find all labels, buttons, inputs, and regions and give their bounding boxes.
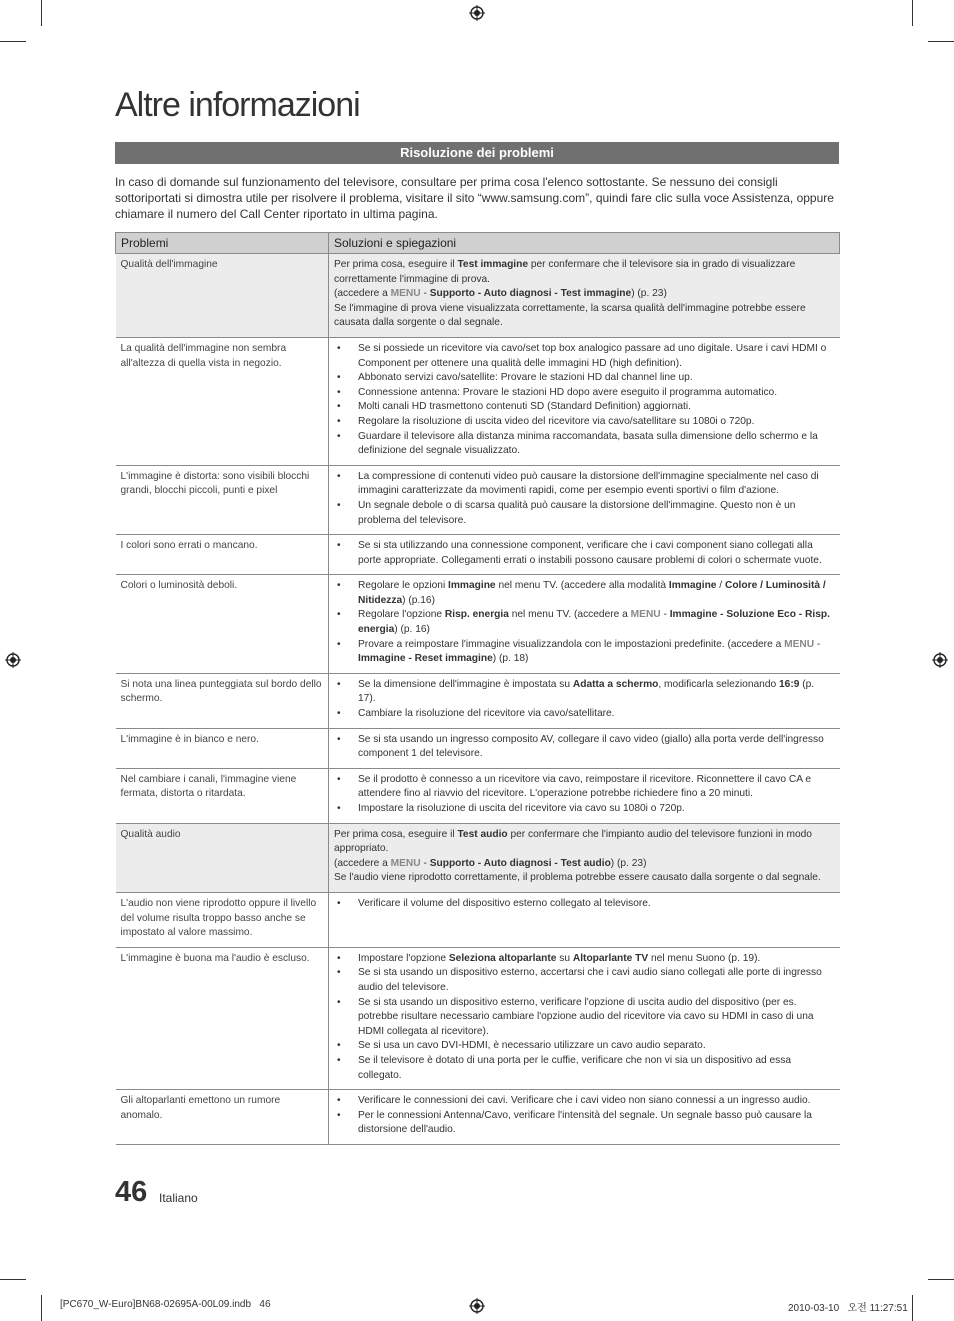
list-item — [358, 707, 834, 722]
table-header-row — [116, 233, 840, 254]
text-run: Se si sta usando un dispositivo esterno, accertarsi che i cavi audio siano collegati alle porte di ingresso audio del televisore. — [358, 967, 822, 993]
solution-list — [334, 579, 834, 667]
list-item — [358, 386, 834, 401]
text-run: Se si sta usando un dispositivo esterno, verificare l'opzione di uscita audio del dispositivo (per es. potrebbe risultare necessario cambiare l'opzione audio del ricevitore via cavo su HDMI in caso di una HDMI collegata al ricevitore). — [358, 996, 814, 1037]
list-item — [358, 802, 834, 817]
list-item — [358, 996, 834, 1040]
solution-line — [334, 302, 834, 331]
text-run: - — [420, 857, 430, 869]
bold-term: Supporto - Auto diagnosi - Test immagine — [429, 288, 632, 300]
table-row — [116, 254, 840, 338]
solution-list — [334, 773, 834, 817]
solution-cell — [329, 728, 840, 768]
list-item — [358, 897, 834, 912]
list-item — [358, 579, 834, 608]
text-run: Cambiare la risoluzione del ricevitore via cavo/satellitare. — [358, 708, 615, 720]
text-run: - — [660, 609, 670, 621]
problem-cell: L'immagine è buona ma l'audio è escluso. — [116, 947, 329, 1089]
table-row — [116, 892, 840, 947]
menu-keyword: MENU — [784, 638, 815, 650]
text-run: ) (p.16) — [402, 594, 435, 606]
text-run: La compressione di contenuti video può causare la distorsione dell'immagine specialmente nel caso di immagini caratterizzate da movimenti rapidi, come per esempio eventi sportivi o film d'azione. — [358, 470, 819, 497]
crop-mark — [41, 0, 42, 26]
solution-list — [334, 470, 834, 528]
bold-term: Supporto - Auto diagnosi - Test audio — [429, 857, 611, 869]
text-run: Se si sta usando un ingresso composito AV, collegare il cavo video (giallo) alla porta verde dell'ingresso component 1 del televisore. — [358, 733, 824, 760]
crop-mark — [0, 41, 26, 42]
text-run: Per le connessioni Antenna/Cavo, verificare l'intensità del segnale. Un segnale basso può causare la distorsione dell'audio. — [358, 1109, 812, 1136]
problem-cell: Si nota una linea punteggiata sul bordo dello schermo. — [116, 673, 329, 728]
text-run: Impostare la risoluzione di uscita del ricevitore via cavo su 1080i o 720p. — [358, 803, 685, 814]
problem-cell: La qualità dell'immagine non sembra all'altezza di quella vista in negozio. — [116, 337, 329, 465]
solution-cell — [329, 947, 840, 1089]
table-row — [116, 337, 840, 465]
text-run: / — [716, 580, 725, 592]
menu-keyword: MENU — [630, 609, 661, 621]
problem-cell: Qualità audio — [116, 823, 329, 892]
bold-term: Seleziona altoparlante — [448, 952, 557, 964]
problem-cell: Colori o luminosità deboli. — [116, 575, 329, 674]
solution-text — [334, 828, 834, 886]
table-row — [116, 823, 840, 892]
text-run: Se l'immagine di prova viene visualizzata correttamente, la scarsa qualità dell'immagine potrebbe essere causata dalla sorgente o dal segnale. — [334, 302, 806, 329]
list-item — [358, 733, 834, 762]
registration-mark-icon — [5, 652, 21, 668]
solution-list — [334, 342, 834, 459]
solution-cell — [329, 673, 840, 728]
text-run: (accedere a — [334, 288, 391, 300]
table-row — [116, 535, 840, 575]
solution-list — [334, 678, 834, 722]
crop-mark — [41, 1295, 42, 1321]
bold-term: Immagine — [668, 580, 717, 592]
crop-mark — [928, 1279, 954, 1280]
page-title: Altre informazioni — [115, 86, 360, 124]
list-item — [358, 608, 834, 637]
intro-text: In caso di domande sul funzionamento del televisore, consultare per prima cosa l'elenco sottostante. Se nessuno dei consigli sottoriportati si dimostra utile per risolvere il problema, visitare il sito “www.samsung.com”, quindi fare clic sulla voce Assistenza, oppure chiamare il numero del Call Center riportato in ultima pagina. — [115, 175, 834, 221]
registration-mark-icon — [469, 5, 485, 21]
bold-term: Adatta a schermo — [572, 678, 659, 690]
section-title: Risoluzione dei problemi — [115, 142, 839, 164]
text-run: per confermare che il televisore sia in grado di visualizzare correttamente l'immagine di prova. — [334, 259, 796, 285]
bold-term: Immagine — [448, 580, 496, 592]
solution-list — [334, 733, 834, 762]
text-run: Se si sta utilizzando una connessione component, verificare che i cavi component siano collegati alla porte appropriate. Collegamenti errati o instabili possono causare problemi di colori o schermate vuote. — [358, 540, 822, 566]
text-run: Se il prodotto è connesso a un ricevitore via cavo, reimpostare il ricevitore. Riconnettere il cavo CA e attendere fino al riavvio del ricevitore. L'operazione potrebbe richiedere fino a 20 minuti. — [358, 773, 811, 800]
problem-cell: L'immagine è distorta: sono visibili blocchi grandi, blocchi piccoli, punti e pixel — [116, 465, 329, 534]
solution-list — [334, 952, 834, 1083]
solution-cell — [329, 254, 840, 338]
menu-keyword: MENU — [390, 857, 421, 869]
bold-term: Test immagine — [457, 259, 529, 270]
table-body — [116, 254, 840, 1145]
table-row — [116, 1090, 840, 1145]
text-run: (p. 17). — [358, 678, 815, 705]
crop-mark — [0, 1279, 26, 1280]
troubleshooting-table — [115, 232, 840, 1145]
menu-keyword: MENU — [390, 288, 421, 300]
problem-cell: L'audio non viene riprodotto oppure il livello del volume risulta troppo basso anche se impostato al valore massimo. — [116, 892, 329, 947]
text-run: ) (p. 23) — [631, 288, 667, 300]
text-run: Molti canali HD trasmettono contenuti SD (Standard Definition) aggiornati. — [358, 401, 691, 413]
file-slug: [PC670_W-Euro]BN68-02695A-00L09.indb 46 — [60, 1299, 271, 1310]
solution-cell — [329, 823, 840, 892]
list-item — [358, 400, 834, 415]
solution-line — [334, 287, 834, 302]
list-item — [358, 1054, 834, 1083]
registration-mark-icon — [932, 652, 948, 668]
text-run: ) (p. 18) — [492, 653, 529, 665]
text-run: ) (p. 16) — [394, 624, 430, 636]
table-row — [116, 465, 840, 534]
solution-line — [334, 258, 834, 287]
solution-cell — [329, 535, 840, 575]
text-run: Se la dimensione dell'immagine è impostata su — [358, 678, 573, 690]
bold-term: Altoparlante TV — [572, 952, 649, 964]
problem-cell: Gli altoparlanti emettono un rumore anomalo. — [116, 1090, 329, 1145]
list-item — [358, 499, 834, 528]
crop-mark — [912, 1295, 913, 1321]
crop-mark — [912, 0, 913, 26]
solution-cell — [329, 768, 840, 823]
problem-cell: L'immagine è in bianco e nero. — [116, 728, 329, 768]
text-run: nel menu Suono (p. 19). — [648, 952, 761, 964]
text-run: Se si possiede un ricevitore via cavo/set top box analogico passare ad uno digitale. Usare i cavi HDMI o Component per ottenere una qualità delle immagini HD (high definition). — [358, 342, 827, 369]
text-run: Regolare la risoluzione di uscita video del ricevitore via cavo/satellitare su 1080i o 720p. — [358, 415, 755, 427]
text-run: - — [420, 288, 430, 300]
list-item — [358, 430, 834, 459]
text-run: Per prima cosa, eseguire il — [334, 828, 458, 840]
list-item — [358, 678, 834, 707]
problem-cell: Qualità dell'immagine — [116, 254, 329, 338]
text-run: Se l'audio viene riprodotto correttamente, il problema potrebbe essere causato dalla sorgente o dal segnale. — [334, 872, 821, 884]
table-row — [116, 728, 840, 768]
list-item — [358, 415, 834, 430]
text-run: Verificare le connessioni dei cavi. Verificare che i cavi video non siano connessi a un ingresso audio. — [358, 1095, 811, 1107]
text-run: ) (p. 23) — [610, 857, 647, 869]
text-run: nel menu TV. (accedere a — [508, 609, 631, 621]
solution-list — [334, 1094, 834, 1138]
text-run: Guardare il televisore alla distanza minima raccomandata, basata sulla dimensione dello schermo e la definizione del segnale visualizzato. — [358, 430, 818, 457]
list-item — [358, 1109, 834, 1138]
bold-term: Colore / Luminosità / Nitidezza — [358, 580, 826, 606]
list-item — [358, 342, 834, 371]
solution-line — [334, 828, 834, 857]
problem-cell: Nel cambiare i canali, l'immagine viene fermata, distorta o ritardata. — [116, 768, 329, 823]
page-language: Italiano — [159, 1191, 198, 1205]
page-number: 46 — [115, 1176, 148, 1208]
text-run: - — [814, 638, 821, 650]
list-item — [358, 1094, 834, 1109]
solution-line — [334, 871, 834, 886]
bold-term: Test audio — [457, 828, 508, 840]
list-item — [358, 966, 834, 995]
text-run: Se si usa un cavo DVI-HDMI, è necessario utilizzare un cavo audio separato. — [358, 1040, 706, 1052]
column-header-problems: Problemi — [116, 233, 329, 254]
solution-cell — [329, 892, 840, 947]
table-row — [116, 768, 840, 823]
solution-cell — [329, 575, 840, 674]
solution-line — [334, 857, 834, 872]
list-item — [358, 952, 834, 967]
text-run: Per prima cosa, eseguire il — [334, 259, 458, 270]
text-run: Un segnale debole o di scarsa qualità può causare la distorsione dell'immagine. Questo non è un problema del televisore. — [358, 499, 796, 526]
text-run: Abbonato servizi cavo/satellite: Provare le stazioni HD dal channel line up. — [358, 372, 693, 384]
text-run: nel menu TV. (accedere alla modalità — [495, 580, 669, 592]
column-header-solutions: Soluzioni e spiegazioni — [329, 233, 840, 254]
list-item — [358, 638, 834, 667]
registration-mark-icon — [469, 1298, 485, 1314]
table-row — [116, 673, 840, 728]
solution-cell — [329, 465, 840, 534]
solution-list — [334, 539, 834, 568]
text-run: Impostare l'opzione — [358, 952, 449, 964]
problem-cell: I colori sono errati o mancano. — [116, 535, 329, 575]
list-item — [358, 1039, 834, 1054]
crop-mark — [928, 41, 954, 42]
text-run: Regolare l'opzione — [358, 609, 445, 621]
text-run: Connessione antenna: Provare le stazioni HD dopo avere eseguito il programma automatico. — [358, 386, 778, 398]
text-run: Regolare le opzioni — [358, 580, 449, 592]
table-row — [116, 575, 840, 674]
text-run: (accedere a — [334, 857, 391, 869]
list-item — [358, 371, 834, 386]
text-run: su — [556, 952, 573, 964]
bold-term: 16:9 — [779, 678, 800, 690]
text-run: Provare a reimpostare l'immagine visualizzandola con le impostazioni predefinite. (accedere a — [358, 638, 785, 650]
table-row — [116, 947, 840, 1089]
text-run: Verificare il volume del dispositivo esterno collegato al televisore. — [358, 897, 651, 909]
list-item — [358, 773, 834, 802]
bold-term: Risp. energia — [444, 609, 509, 621]
text-run: , modificarla selezionando — [658, 678, 779, 690]
text-run: per confermare che l'impianto audio del televisore funzioni in modo appropriato. — [334, 828, 812, 855]
solution-cell — [329, 337, 840, 465]
list-item — [358, 470, 834, 499]
solution-list — [334, 897, 834, 912]
solution-cell — [329, 1090, 840, 1145]
bold-term: Immagine - Soluzione Eco - Risp. energia — [358, 609, 830, 636]
bold-term: Immagine - Reset immagine — [358, 653, 493, 665]
date-slug: 2010-03-10 오전 11:27:51 — [788, 1303, 908, 1314]
solution-text — [334, 258, 834, 331]
text-run: Se il televisore è dotato di una porta per le cuffie, verificare che non vi sia un dispositivo ad essa collegato. — [358, 1054, 792, 1081]
list-item — [358, 539, 834, 568]
